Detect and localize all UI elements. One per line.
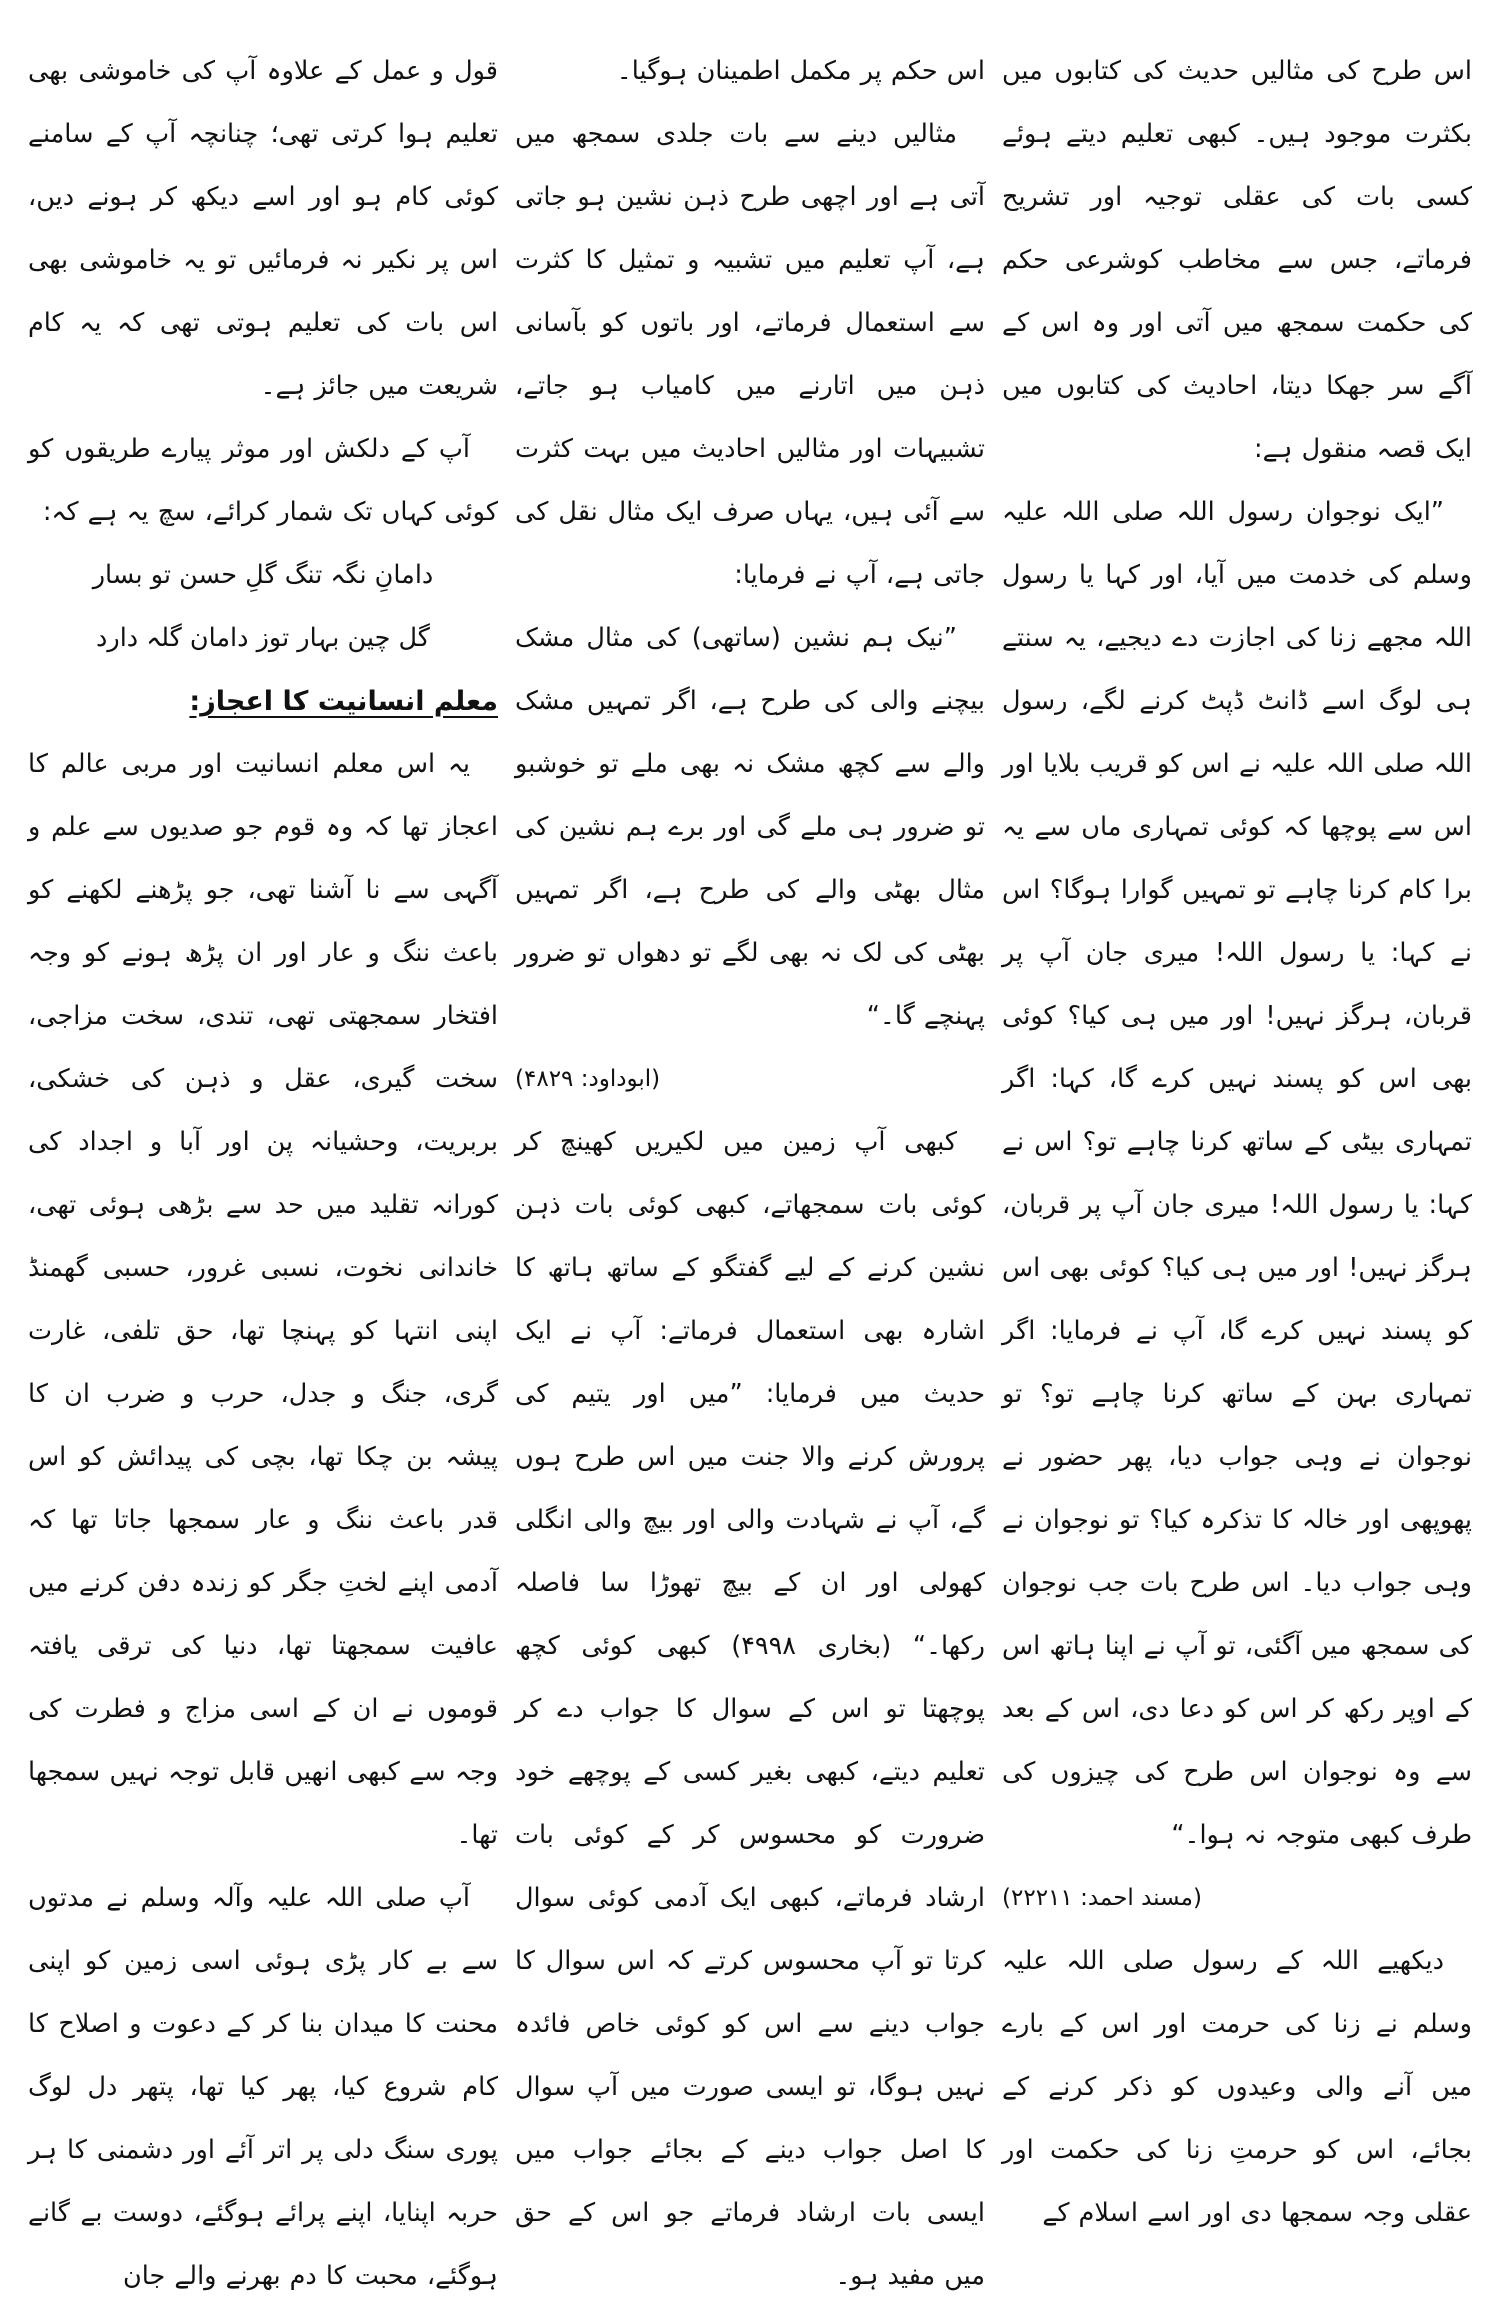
paragraph: اس حکم پر مکمل اطمینان ہوگیا۔ bbox=[616, 56, 985, 86]
verse-line: دامانِ نگہ تنگ گلِ حسن تو بسار bbox=[92, 560, 434, 590]
paragraph: اس طرح کی مثالیں حدیث کی کتابوں میں بکثرت موجود ہیں۔ کبھی تعلیم دیتے ہوئے کسی بات کی عقلی توجیہ اور تشریح فرماتے، جس سے مخاطب کوشرعی حکم کی حکمت سمجھ میں آتی اور وہ اس کے آگے سر جھکا دیتا، احادیث کی کتابوں میں ایک قصہ منقول ہے: bbox=[1002, 56, 1472, 464]
paragraph: مثالیں دینے سے بات جلدی سمجھ میں آتی ہے اور اچھی طرح ذہن نشین ہو جاتی ہے، آپ تعلیم میں تشبیہ و تمثیل کا کثرت سے استعمال فرماتے، اور باتوں کو بآسانی ذہن میں اتارنے میں کامیاب ہو جاتے، تشبیہات اور مثالیں احادیث میں بہت کثرت سے آئی ہیں، یہاں صرف ایک مثال نقل کی جاتی ہے، آپ نے فرمایا: bbox=[515, 119, 985, 590]
verse-line: گل چین بہار توز دامان گلہ دارد bbox=[96, 623, 430, 653]
paragraph: قول و عمل کے علاوہ آپ کی خاموشی بھی تعلیم ہوا کرتی تھی؛ چنانچہ آپ کے سامنے کوئی کام ہو اور اسے دیکھ کر ہونے دیں، اس پر نکیر نہ فرمائیں تو یہ خاموشی بھی اس بات کی تعلیم ہوتی تھی کہ یہ کام شریعت میں جائز ہے۔ bbox=[28, 56, 498, 401]
citation: (مسند احمد: ۲۲۲۱۱) bbox=[1002, 1885, 1202, 1911]
paragraph: آپ صلی اللہ علیہ وآلہ وسلم نے مدتوں سے بے کار پڑی ہوئی اسی زمین کو اپنی محنت کا میدان بنا کر کے دعوت و اصلاح کا کام شروع کیا، پھر کیا تھا، پتھر دل لوگ پوری سنگ دلی پر اتر آئے اور دشمنی کا ہر حربہ اپنایا، اپنے پرائے ہوگئے، دوست بے گانے ہوگئے، محبت کا دم بھرنے والے جان bbox=[28, 1883, 498, 2291]
column-right bbox=[1002, 40, 1472, 2228]
paragraph: ”ایک نوجوان رسول اللہ صلی اللہ علیہ وسلم کی خدمت میں آیا، اور کہا یا رسول اللہ مجھے زنا کی اجازت دے دیجیے، یہ سنتے ہی لوگ اسے ڈانٹ ڈپٹ کرنے لگے، رسول اللہ صلی اللہ علیہ نے اس کو قریب بلایا اور اس سے پوچھا کہ کوئی تمہاری ماں سے یہ برا کام کرنا چاہے تو تمہیں گوارا ہوگا؟ اس نے کہا: یا رسول اللہ! میری جان آپ پر قربان، ہرگز نہیں! اور میں ہی کیا؟ کوئی بھی اس کو پسند نہیں کرے گا، کہا: اگر تمہاری بیٹی کے ساتھ کرنا چاہے تو؟ اس نے کہا: یا رسول اللہ! میری جان آپ پر قربان، ہرگز نہیں! اور میں ہی کیا؟ کوئی بھی اس کو پسند نہیں کرے گا، آپ نے فرمایا: اگر تمہاری بہن کے ساتھ کرنا چاہے تو؟ تو نوجوان نے وہی جواب دیا، پھر حضور نے پھوپھی اور خالہ کا تذکرہ کیا؟ تو نوجوان نے وہی جواب دیا۔ اس طرح بات جب نوجوان کی سمجھ میں آگئی، تو آپ نے اپنا ہاتھ اس کے اوپر رکھ کر اس کو دعا دی، اس کے بعد سے وہ نوجوان اس طرح کی چیزوں کی طرف کبھی متوجہ نہ ہوا۔“ bbox=[1002, 497, 1472, 1850]
citation: (ابوداود: ۴۸۲۹) bbox=[515, 1066, 661, 1092]
column-middle bbox=[515, 40, 985, 2291]
column-left bbox=[28, 40, 498, 2291]
paragraph: دیکھیے اللہ کے رسول صلی اللہ علیہ وسلم نے زنا کی حرمت اور اس کے بارے میں آنے والی وعیدوں کو ذکر کرنے کے بجائے، اس کو حرمتِ زنا کی حکمت اور عقلی وجہ سمجھا دی اور اسے اسلام کے bbox=[1002, 1946, 1472, 2228]
paragraph: کبھی آپ زمین میں لکیریں کھینچ کر کوئی بات سمجھاتے، کبھی کوئی بات ذہن نشین کرنے کے لیے گفتگو کے ساتھ ہاتھ کا اشارہ بھی استعمال فرماتے: آپ نے ایک حدیث میں فرمایا: ”میں اور یتیم کی پرورش کرنے والا جنت میں اس طرح ہوں گے، آپ نے شہادت والی اور بیچ والی انگلی کھولی اور ان کے بیچ تھوڑا سا فاصلہ رکھا۔“ (بخاری ۴۹۹۸) کبھی کوئی کچھ پوچھتا تو اس کے سوال کا جواب دے کر تعلیم دیتے، کبھی بغیر کسی کے پوچھے خود ضرورت کو محسوس کر کے کوئی بات ارشاد فرماتے، کبھی ایک آدمی کوئی سوال کرتا تو آپ محسوس کرتے کہ اس سوال کا جواب دینے سے اس کو کوئی خاص فائدہ نہیں ہوگا، تو ایسی صورت میں آپ سوال کا اصل جواب دینے کے بجائے جواب میں ایسی بات ارشاد فرماتے جو اس کے حق میں مفید ہو۔ bbox=[515, 1127, 985, 2291]
paragraph: یہ اس معلم انسانیت اور مربی عالم کا اعجاز تھا کہ وہ قوم جو صدیوں سے علم و آگہی سے نا آشنا تھی، جو پڑھنے لکھنے کو باعث ننگ و عار اور ان پڑھ ہونے کو وجہ افتخار سمجھتی تھی، تندی، سخت مزاجی، سخت گیری، عقل و ذہن کی خشکی، بربریت، وحشیانہ پن اور آبا و اجداد کی کورانہ تقلید میں حد سے بڑھی ہوئی تھی، خاندانی نخوت، نسبی غرور، حسبی گھمنڈ اپنی انتہا کو پہنچا تھا، حق تلفی، غارت گری، جنگ و جدل، حرب و ضرب ان کا پیشہ بن چکا تھا، بچی کی پیدائش کو اس قدر باعث ننگ و عار سمجھا جاتا تھا کہ آدمی اپنے لختِ جگر کو زندہ دفن کرنے میں عافیت سمجھتا تھا، دنیا کی ترقی یافتہ قوموں نے ان کے اسی مزاج و فطرت کی وجہ سے کبھی انھیں قابل توجہ نہیں سمجھا تھا۔ bbox=[28, 749, 498, 1850]
paragraph: آپ کے دلکش اور موثر پیارے طریقوں کو کوئی کہاں تک شمار کرائے، سچ یہ ہے کہ: bbox=[28, 434, 498, 527]
section-heading: معلم انسانیت کا اعجاز: bbox=[189, 686, 498, 717]
paragraph: ”نیک ہم نشین (ساتھی) کی مثال مشک بیچنے والی کی طرح ہے، اگر تمہیں مشک والے سے کچھ مشک نہ بھی ملے تو خوشبو تو ضرور ہی ملے گی اور برے ہم نشین کی مثال بھٹی والے کی طرح ہے، اگر تمہیں بھٹی کی لک نہ بھی لگے تو دھواں تو ضرور پہنچے گا۔“ bbox=[515, 623, 985, 1031]
